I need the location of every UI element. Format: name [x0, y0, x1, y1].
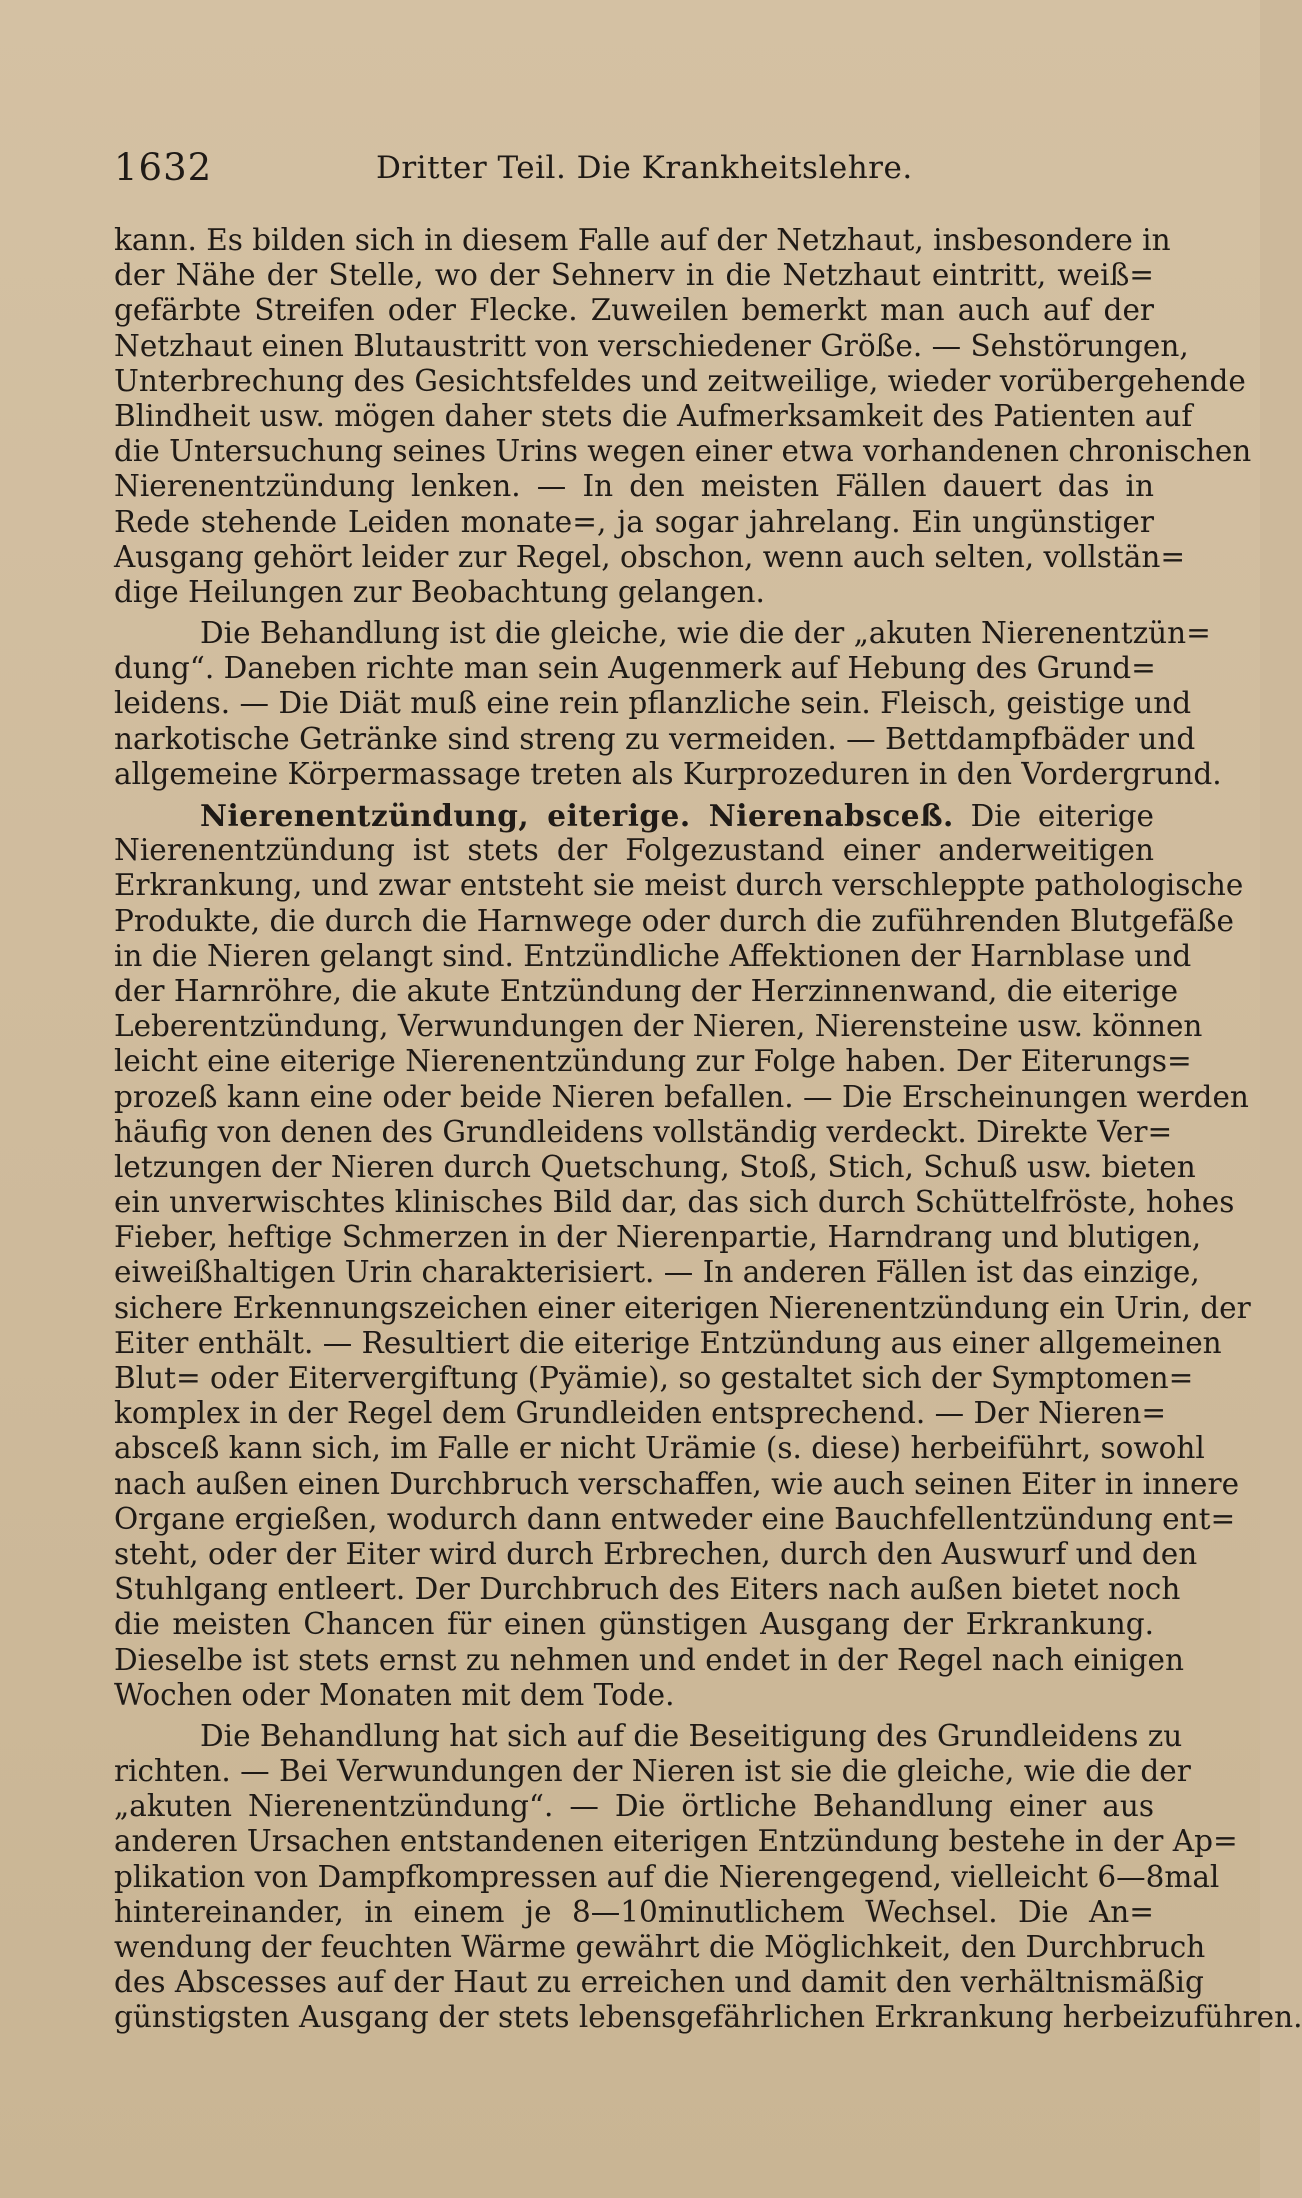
- text-line: leicht eine eiterige Nierenentzündung zur Folge haben. Der Eiterungs=: [114, 1044, 1192, 1079]
- text-line: hintereinander, in einem je 8—10minutlichem Wechsel. Die An=: [114, 1894, 1154, 1929]
- text-line: die meisten Chancen für einen günstigen Ausgang der Erkrankung.: [114, 1607, 1154, 1642]
- section-heading: Nierenentzündung, eiterige. Nierenabsceß.: [200, 798, 954, 833]
- heading-tail-text: Die eiterige: [953, 799, 1155, 833]
- text-line: komplex in der Regel dem Grundleiden entsprechend. — Der Nieren=: [114, 1396, 1167, 1431]
- text-line: leidens. — Die Diät muß eine rein pflanzliche sein. Fleisch, geistige und: [114, 686, 1192, 721]
- text-line: Produkte, die durch die Harnwege oder durch die zuführenden Blutgefäße: [114, 903, 1234, 938]
- text-line: Nierenentzündung ist stets der Folgezustand einer anderweitigen: [114, 833, 1154, 868]
- text-line: steht, oder der Eiter wird durch Erbrechen, durch den Auswurf und den: [114, 1536, 1198, 1571]
- text-line: Organe ergießen, wodurch dann entweder eine Bauchfellentzündung ent=: [114, 1501, 1236, 1536]
- paragraph: [114, 223, 1252, 610]
- text-line: der Harnröhre, die akute Entzündung der Herzinnenwand, die eiterige: [114, 973, 1179, 1008]
- text-line: Ausgang gehört leider zur Regel, obschon, wenn auch selten, vollstän=: [114, 539, 1186, 574]
- text-line: günstigsten Ausgang der stets lebensgefährlichen Erkrankung herbeizuführen.: [114, 2000, 1302, 2035]
- text-line: narkotische Getränke sind streng zu vermeiden. — Bettdampfbäder und: [114, 721, 1196, 756]
- text-line: Wochen oder Monaten mit dem Tode.: [114, 1677, 675, 1712]
- text-line: Blindheit usw. mögen daher stets die Aufmerksamkeit des Patienten auf: [114, 398, 1193, 433]
- text-line: sichere Erkennungszeichen einer eiterigen Nierenentzündung ein Urin, der: [114, 1290, 1251, 1325]
- text-line: absceß kann sich, im Falle er nicht Urämie (s. diese) herbeiführt, sowohl: [114, 1431, 1205, 1466]
- text-line: in die Nieren gelangt sind. Entzündliche Affektionen der Harnblase und: [114, 938, 1192, 973]
- page-header: [114, 146, 1154, 196]
- text-line: Blut= oder Eitervergiftung (Pyämie), so gestaltet sich der Symptomen=: [114, 1361, 1194, 1395]
- text-line: anderen Ursachen entstandenen eiterigen Entzündung bestehe in der Ap=: [114, 1824, 1238, 1859]
- text-line: Leberentzündung, Verwundungen der Nieren, Nierensteine usw. können: [114, 1009, 1203, 1044]
- text-line: Netzhaut einen Blutaustritt von verschiedener Größe. — Sehstörungen,: [114, 328, 1189, 363]
- page-number: 1632: [114, 146, 213, 189]
- text-line: nach außen einen Durchbruch verschaffen, wie auch seinen Eiter in innere: [114, 1466, 1240, 1501]
- text-line: Erkrankung, und zwar entsteht sie meist durch verschleppte pathologische: [114, 868, 1244, 903]
- body-text: [114, 223, 1302, 2036]
- text-line: „akuten Nierenentzündung“. — Die örtliche Behandlung einer aus: [114, 1789, 1154, 1824]
- text-line: Die Behandlung hat sich auf die Beseitigung des Grundleidens zu: [200, 1718, 1183, 1753]
- text-line: Dieselbe ist stets ernst zu nehmen und endet in der Regel nach einigen: [114, 1642, 1184, 1677]
- text-line: kann. Es bilden sich in diesem Falle auf der Netzhaut, insbesondere in: [114, 223, 1171, 257]
- text-line: des Abscesses auf der Haut zu erreichen und damit den verhältnismäßig: [114, 1965, 1204, 2000]
- text-line: Unterbrechung des Gesichtsfeldes und zeitweilige, wieder vorübergehende: [114, 363, 1246, 398]
- text-line: gefärbte Streifen oder Flecke. Zuweilen bemerkt man auch auf der: [114, 293, 1154, 328]
- section-heading-line: [114, 798, 1154, 833]
- text-line: der Nähe der Stelle, wo der Sehnerv in die Netzhaut eintritt, weiß=: [114, 258, 1154, 293]
- text-line: Fieber, heftige Schmerzen in der Nierenpartie, Harndrang und blutigen,: [114, 1220, 1202, 1255]
- running-head: Dritter Teil. Die Krankheitslehre.: [376, 150, 913, 186]
- text-line: letzungen der Nieren durch Quetschung, Stoß, Stich, Schuß usw. bieten: [114, 1149, 1196, 1184]
- text-line: dung“. Daneben richte man sein Augenmerk auf Hebung des Grund=: [114, 651, 1156, 686]
- paragraph: [114, 616, 1222, 792]
- text-line: prozeß kann eine oder beide Nieren befallen. — Die Erscheinungen werden: [114, 1079, 1249, 1114]
- text-line: wendung der feuchten Wärme gewährt die Möglichkeit, den Durchbruch: [114, 1930, 1206, 1964]
- text-line: Stuhlgang entleert. Der Durchbruch des Eiters nach außen bietet noch: [114, 1572, 1181, 1607]
- text-line: dige Heilungen zur Beobachtung gelangen.: [114, 574, 765, 609]
- text-line: häufig von denen des Grundleidens vollständig verdeckt. Direkte Ver=: [114, 1114, 1173, 1149]
- text-line: ein unverwischtes klinisches Bild dar, das sich durch Schüttelfröste, hohes: [114, 1185, 1235, 1220]
- text-line: die Untersuchung seines Urins wegen einer etwa vorhandenen chronischen: [114, 434, 1252, 469]
- text-line: Die Behandlung ist die gleiche, wie die der „akuten Nierenentzün=: [200, 616, 1211, 651]
- text-line: richten. — Bei Verwundungen der Nieren ist sie die gleiche, wie die der: [114, 1754, 1191, 1789]
- text-line: Eiter enthält. — Resultiert die eiterige Entzündung aus einer allgemeinen: [114, 1325, 1222, 1360]
- text-line: allgemeine Körpermassage treten als Kurprozeduren in den Vordergrund.: [114, 756, 1222, 791]
- text-line: Rede stehende Leiden monate=, ja sogar jahrelang. Ein ungünstiger: [114, 504, 1154, 539]
- paragraph: [114, 798, 1251, 1713]
- text-line: eiweißhaltigen Urin charakterisiert. — In anderen Fällen ist das einzige,: [114, 1255, 1200, 1290]
- text-line: Nierenentzündung lenken. — In den meisten Fällen dauert das in: [114, 469, 1154, 504]
- paragraph: [114, 1718, 1302, 2036]
- text-line: plikation von Dampfkompressen auf die Nierengegend, vielleicht 6—8mal: [114, 1859, 1220, 1894]
